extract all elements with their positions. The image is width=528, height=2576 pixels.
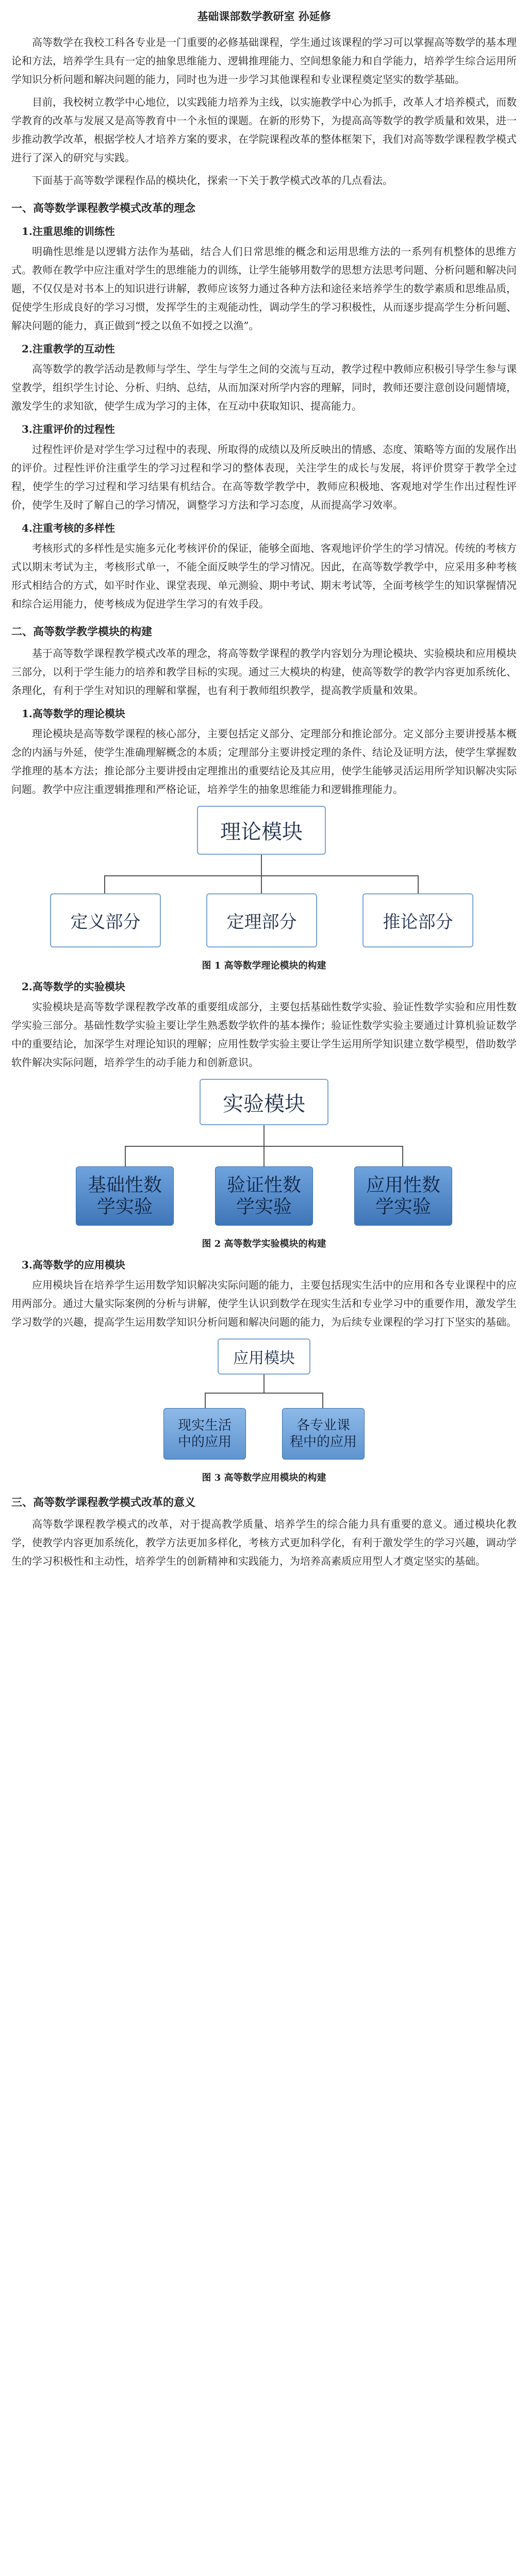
experiment-module-diagram (68, 1079, 460, 1233)
experiment-module-box: 实验模块 (200, 1079, 328, 1125)
verification-experiment-box: 验证性数 学实验 (215, 1166, 313, 1226)
figure-1-caption: 图 1 高等数学理论模块的构建 (202, 960, 326, 971)
basic-experiment-box: 基础性数 学实验 (76, 1166, 174, 1226)
section-2-1-body: 理论模块是高等数学课程的核心部分，主要包括定义部分、定理部分和推论部分。定义部分主要讲授基本概念的内涵与外延，使学生准确理解概念的本质；定理部分主要讲授定理的条件、结论及证明方法，使学生掌握数学推理的基本方法；推论部分主要讲授由定理推出的重要结论及其应用，使学生能够灵活运用所学知识解决实际问题。教学中应注重逻辑推理和严格论证，培养学生的抽象思维能力和逻辑推理能力。 (11, 727, 517, 795)
connector-line (402, 1146, 403, 1166)
section-1-1-body: 明确性思维是以逻辑方法作为基础，结合人们日常思维的概念和运用思维方法的一系列有机整体的思维方式。教师在教学中应注重对学生的思维能力的训练，让学生能够用数学的思想方法思考问题、分析问题和解决问题，不仅仅是对书本上的知识进行讲解，教师应该努力通过各种方法和途径来培养学生的数学素质和思维品质，促使学生形成良好的学习习惯，发挥学生的主观能动性，调动学生的学习积极性，从而逐步提高学生分析问题、解决问题的能力，真正做到“授之以鱼不如授之以渔”。 (11, 245, 517, 332)
theorem-part-box: 定理部分 (206, 893, 317, 947)
figure-2-caption: 图 2 高等数学实验模块的构建 (202, 1239, 326, 1249)
application-module-diagram (156, 1338, 372, 1467)
connector-line (418, 875, 419, 893)
section-2-2-heading: 2.高等数学的实验模块 (22, 980, 125, 993)
connector-line (263, 1125, 265, 1146)
section-1-3-body: 过程性评价是对学生学习过程中的表现、所取得的成绩以及所反映出的情感、态度、策略等方面的发展作出的评价。过程性评价注重学生的学习过程和学习的整体表现，关注学生的成长与发展，将评价贯穿于教学全过程，使学生的学习过程和学习结果有机结合。在高等数学教学中，教师应积极地、客观地对学生作出过程性评价，使学生及时了解自己的学习情况，调整学习方法和学习态度，从而提高学习效率。 (11, 443, 517, 511)
real-life-application-box: 现实生活 中的应用 (163, 1408, 246, 1460)
connector-line (205, 1393, 323, 1394)
section-1-heading: 一、高等数学课程教学模式改革的理念 (11, 201, 195, 214)
section-1-4-body: 考核形式的多样性是实施多元化考核评价的保证，能够全面地、客观地评价学生的学习情况。传统的考核方式以期末考试为主，考核形式单一，不能全面反映学生的学习情况。因此，在高等数学教学中，应采用多种考核形式相结合的方式，如平时作业、课堂表现、单元测验、期中考试、期末考试等，全面考核学生的知识掌握情况和综合运用能力，使考核成为促进学生学习的有效手段。 (11, 542, 517, 610)
intro-paragraph-1: 高等数学在我校工科各专业是一门重要的必修基础课程，学生通过该课程的学习可以掌握高等数学的基本理论和方法，培养学生具有一定的抽象思维能力、逻辑推理能力、空间想象能力和自学能力，培养学生综合运用所学知识分析问题和解决问题的能力，同时也为进一步学习其他课程和专业课程奠定坚实的数学基础。 (11, 36, 517, 86)
connector-line (261, 855, 262, 875)
connector-line (205, 1393, 206, 1408)
professional-course-application-box: 各专业课 程中的应用 (282, 1408, 365, 1460)
section-2-3-body: 应用模块旨在培养学生运用数学知识解决实际问题的能力，主要包括现实生活中的应用和各专业课程中的应用两部分。通过大量实际案例的分析与讲解，使学生认识到数学在现实生活和专业学习中的重要作用，激发学生学习数学的兴趣，提高学生运用数学知识分析问题和解决问题的能力，为后续专业课程的学习打下坚实的基础。 (11, 1279, 517, 1328)
figure-3-caption: 图 3 高等数学应用模块的构建 (202, 1472, 326, 1483)
section-2-heading: 二、高等数学教学模块的构建 (11, 625, 152, 638)
section-2-2-body: 实验模块是高等数学课程教学改革的重要组成部分，主要包括基础性数学实验、验证性数学实验和应用性数学实验三部分。基础性数学实验主要让学生熟悉数学软件的基本操作；验证性数学实验主要通过计算机验证数学中的重要结论，加深学生对理论知识的理解；应用性数学实验主要让学生运用所学知识建立数学模型，借助数学软件解决实际问题，培养学生的动手能力和创新意识。 (11, 1001, 517, 1069)
figure-3 (11, 1338, 517, 1484)
section-1-2-heading: 2.注重教学的互动性 (22, 343, 115, 355)
section-3-heading: 三、高等数学课程教学模式改革的意义 (11, 1496, 195, 1509)
theory-module-box: 理论模块 (197, 806, 326, 855)
section-2-3-heading: 3.高等数学的应用模块 (22, 1259, 125, 1271)
document-header: 基础课部数学教研室 孙延修 (197, 10, 331, 23)
connector-line (263, 1146, 265, 1166)
connector-line (125, 1146, 126, 1166)
connector-line (263, 1375, 265, 1393)
connector-line (261, 875, 262, 893)
section-3-body: 高等数学课程教学模式的改革，对于提高教学质量、培养学生的综合能力具有重要的意义。通过模块化教学，使教学内容更加系统化，教学方法更加多样化，考核方式更加科学化，有利于激发学生的学习兴趣，调动学生的学习积极性和主动性，培养学生的创新精神和实践能力，为培养高素质应用型人才奠定坚实的基础。 (11, 1518, 517, 1567)
figure-1 (11, 806, 517, 972)
document-page (11, 0, 517, 1595)
connector-line (104, 875, 105, 893)
intro-paragraph-2: 目前，我校树立教学中心地位，以实践能力培养为主线，以实施教学中心为抓手，改革人才培养模式，而数学教育的改革与发展又是高等教育中一个永恒的课题。在新的形势下，为提高高等数学的教学质量和效果，进一步推动教学改革，根据学校人才培养方案的要求，在学院课程改革的整体框架下，我们对高等数学课程教学模式进行了深入的研究与实践。 (11, 96, 517, 164)
definition-part-box: 定义部分 (50, 893, 161, 947)
section-1-1-heading: 1.注重思维的训练性 (22, 225, 115, 238)
connector-line (322, 1393, 323, 1408)
intro-paragraph-3: 下面基于高等数学课程作品的模块化，探索一下关于教学模式改革的几点看法。 (32, 174, 393, 187)
corollary-part-box: 推论部分 (362, 893, 473, 947)
section-1-2-body: 高等数学的教学活动是教师与学生、学生与学生之间的交流与互动，教学过程中教师应积极引导学生参与课堂教学，组织学生讨论、分析、归纳、总结，从而加深对所学内容的理解，同时，教师还要注意创设问题情境，激发学生的求知欲，使学生成为学习的主体，在互动中获取知识、提高能力。 (11, 363, 517, 412)
application-module-box: 应用模块 (218, 1338, 310, 1375)
section-2-1-heading: 1.高等数学的理论模块 (22, 707, 125, 720)
section-2-intro: 基于高等数学课程教学模式改革的理念，将高等数学课程的教学内容划分为理论模块、实验模块和应用模块三部分，以利于学生能力的培养和教学目标的实现。通过三大模块的构建，使高等数学的教学内容更加系统化、条理化，有利于学生对知识的理解和掌握，也有利于教师组织教学，提高教学质量和效果。 (11, 647, 517, 697)
section-1-4-heading: 4.注重考核的多样性 (22, 522, 115, 534)
applied-experiment-box: 应用性数 学实验 (354, 1166, 452, 1226)
section-1-3-heading: 3.注重评价的过程性 (22, 423, 115, 435)
figure-2 (11, 1079, 517, 1250)
theory-module-diagram (42, 806, 486, 955)
